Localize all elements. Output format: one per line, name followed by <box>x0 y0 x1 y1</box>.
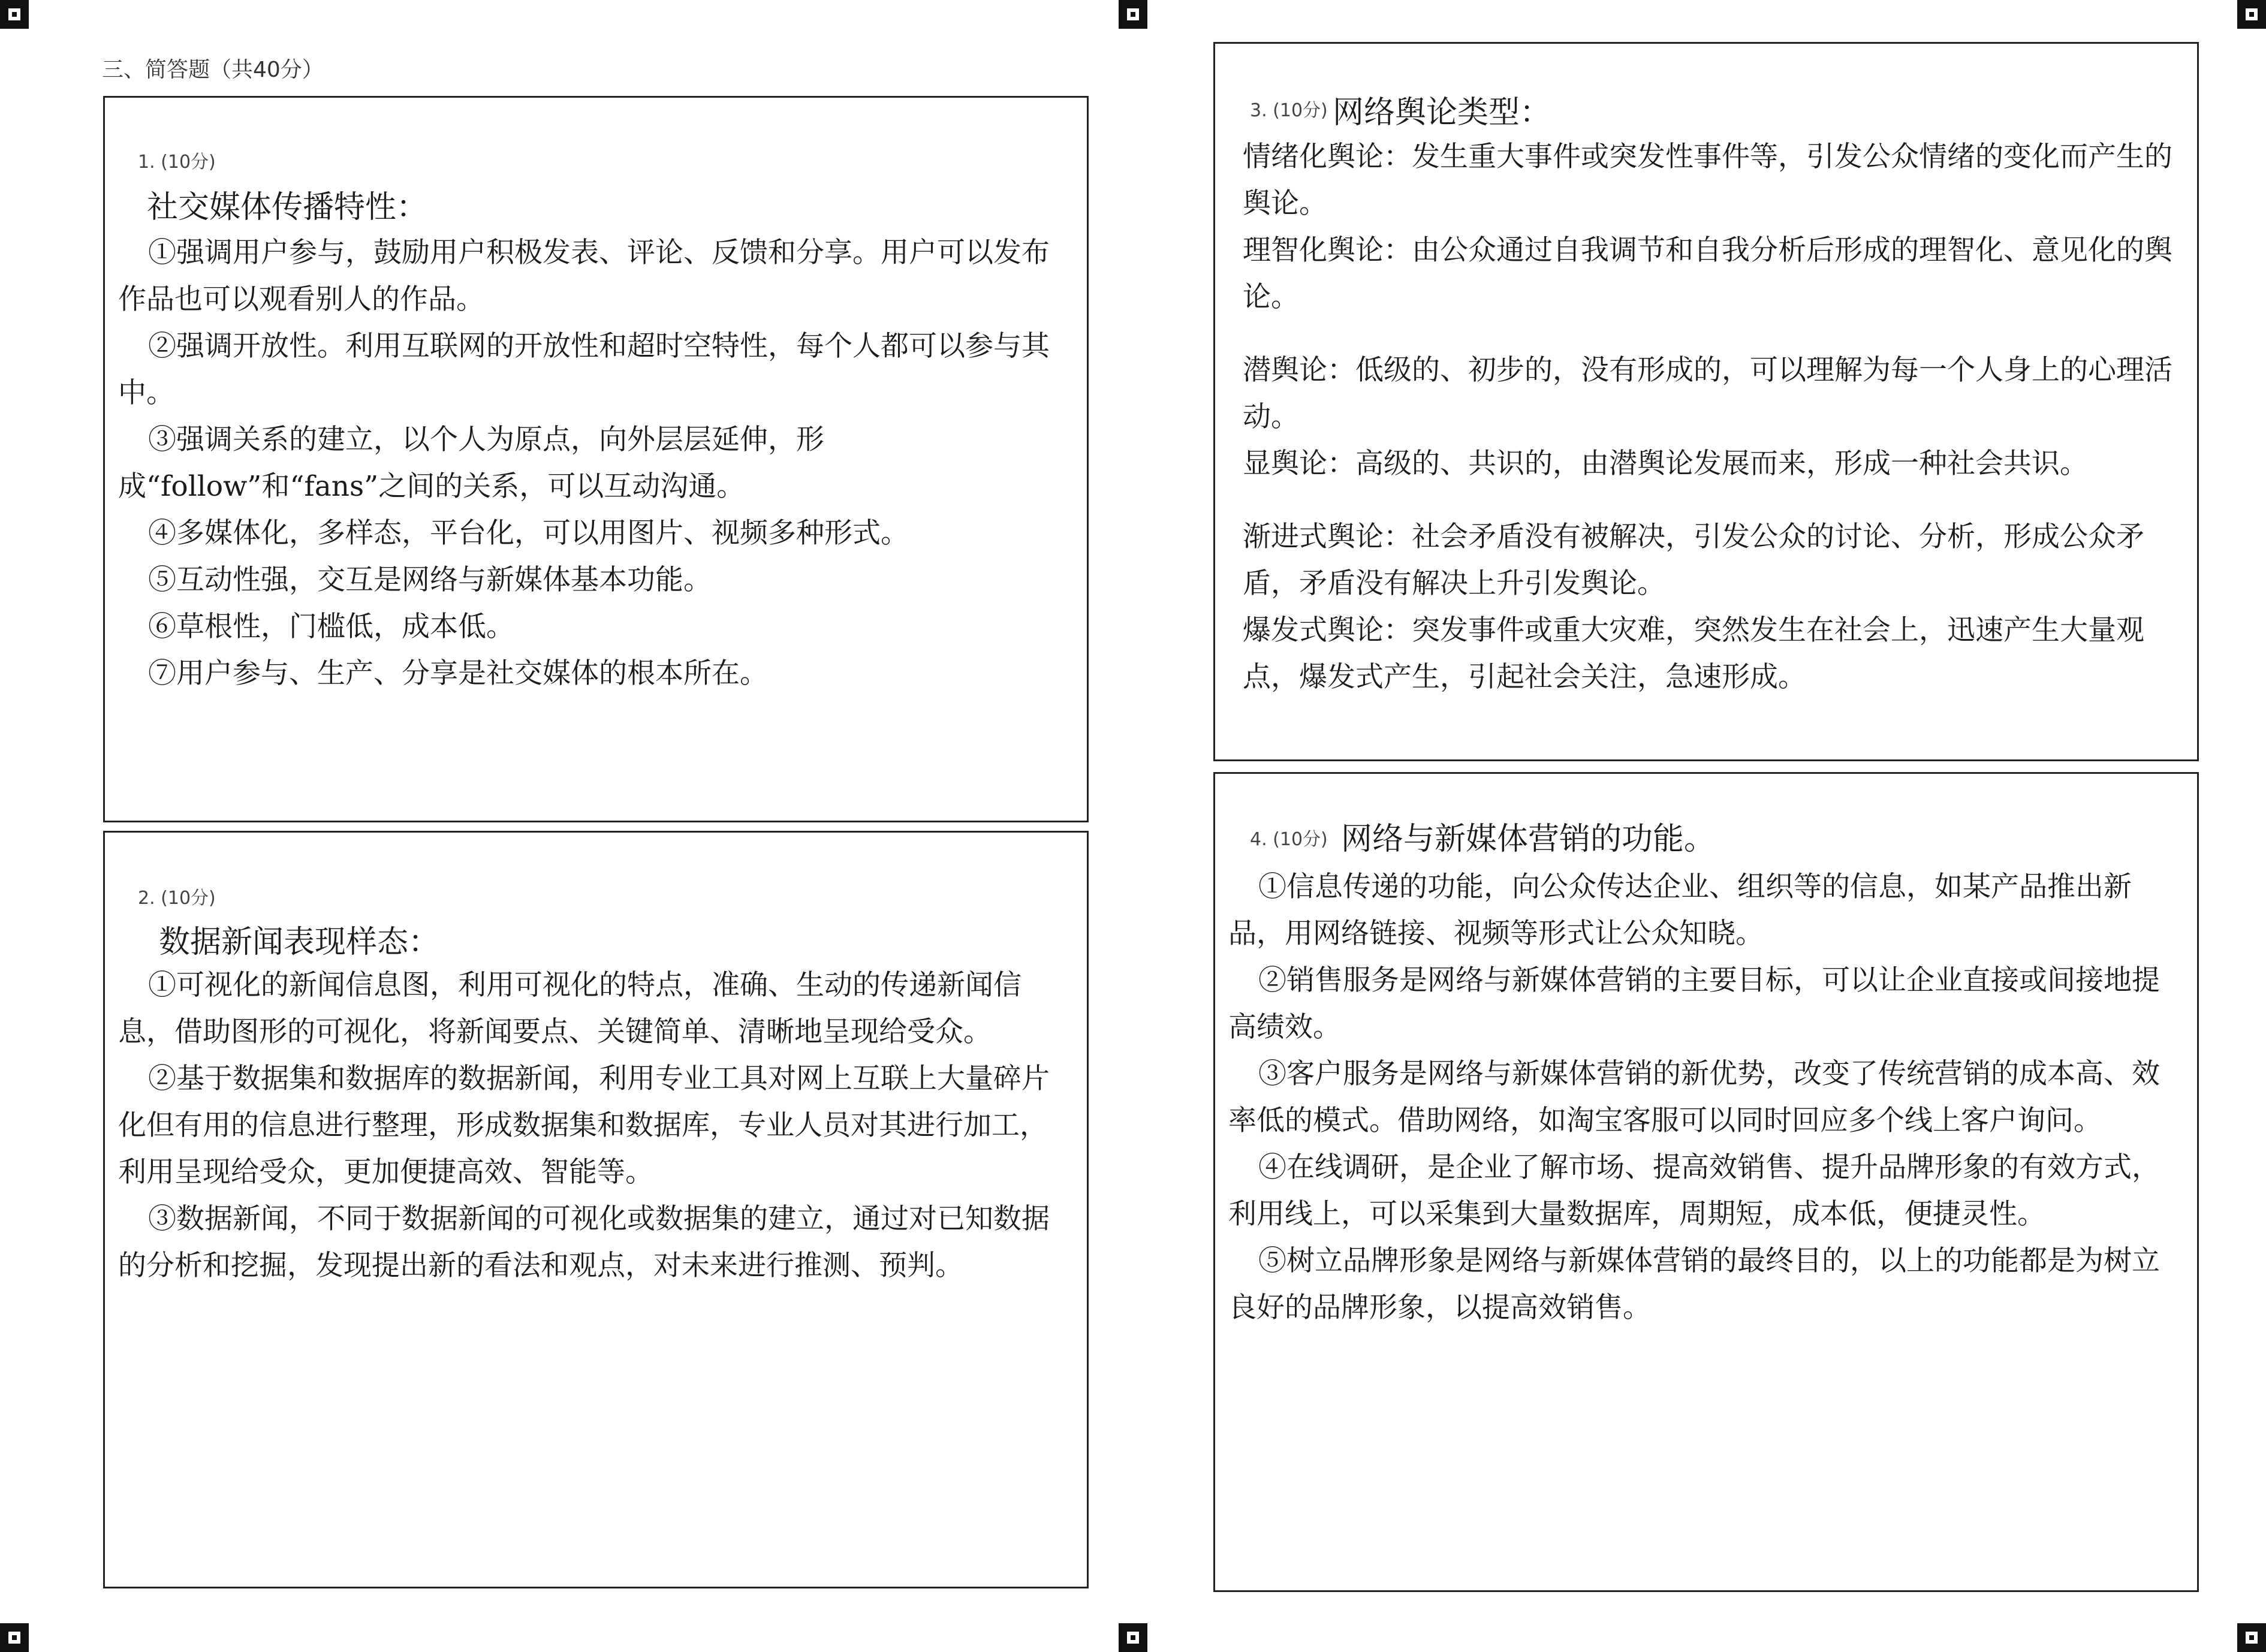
question-label: 1. (10分) <box>138 152 216 173</box>
answer-body <box>118 962 1065 1289</box>
answer-line: ③强调关系的建立，以个人为原点，向外层层延伸，形成“follow”和“fans”之间的关系，可以互动沟通。 <box>118 423 824 503</box>
answer-line: ③客户服务是网络与新媒体营销的新优势，改变了传统营销的成本高、效率低的模式。借助网络，如淘宝客服可以同时回应多个线上客户询问。 <box>1228 1057 2160 1137</box>
answer-line: ①强调用户参与，鼓励用户积极发表、评论、反馈和分享。用户可以发布作品也可以观看别人的作品。 <box>118 236 1050 316</box>
answer-heading: 社交媒体传播特性： <box>147 189 428 225</box>
answer-line: 显舆论：高级的、共识的，由潜舆论发展而来，形成一种社会共识。 <box>1243 447 2088 480</box>
answer-box-q4 <box>1213 772 2199 1592</box>
registration-marker-bottom-right <box>2237 1623 2266 1652</box>
answer-line: ①信息传递的功能，向公众传达企业、组织等的信息，如某产品推出新品，用网络链接、视频等形式让公众知晓。 <box>1228 870 2132 950</box>
registration-marker-bottom-left <box>0 1623 29 1652</box>
answer-line: ②基于数据集和数据库的数据新闻，利用专业工具对网上互联上大量碎片化但有用的信息进行整理，形成数据集和数据库，专业人员对其进行加工，利用呈现给受众，更加便捷高效、智能等。 <box>118 1062 1050 1189</box>
section-title: 三、简答题（共40分） <box>102 58 324 82</box>
answer-heading: 数据新闻表现样态： <box>159 924 440 960</box>
answer-body <box>1243 134 2178 701</box>
question-label: 4. (10分) <box>1250 829 1328 850</box>
question-label: 3. (10分) <box>1250 100 1328 121</box>
registration-marker-bottom-center <box>1119 1623 1147 1652</box>
answer-line: ⑤互动性强，交互是网络与新媒体基本功能。 <box>148 563 712 596</box>
answer-line: ③数据新闻，不同于数据新闻的可视化或数据集的建立，通过对已知数据的分析和挖掘，发现提出新的看法和观点，对未来进行推测、预判。 <box>118 1202 1050 1282</box>
answer-line: 爆发式舆论：突发事件或重大灾难，突然发生在社会上，迅速产生大量观点，爆发式产生，引起社会关注，急速形成。 <box>1243 614 2144 694</box>
registration-marker-top-right <box>2237 0 2266 29</box>
answer-line: ②销售服务是网络与新媒体营销的主要目标，可以让企业直接或间接地提高绩效。 <box>1228 964 2160 1044</box>
answer-line: ④多媒体化，多样态，平台化，可以用图片、视频多种形式。 <box>148 517 909 550</box>
answer-line: 渐进式舆论：社会矛盾没有被解决，引发公众的讨论、分析，形成公众矛盾，矛盾没有解决上升引发舆论。 <box>1243 520 2144 600</box>
answer-line: 情绪化舆论：发生重大事件或突发性事件等，引发公众情绪的变化而产生的舆论。 <box>1243 140 2172 220</box>
answer-line: ①可视化的新闻信息图，利用可视化的特点，准确、生动的传递新闻信息，借助图形的可视化，将新闻要点、关键简单、清晰地呈现给受众。 <box>118 969 1021 1048</box>
answer-box-q2 <box>103 831 1089 1588</box>
registration-marker-top-center <box>1119 0 1147 29</box>
answer-line: ⑦用户参与、生产、分享是社交媒体的根本所在。 <box>148 657 768 690</box>
answer-body <box>1228 864 2181 1331</box>
answer-body <box>118 230 1065 697</box>
question-label: 2. (10分) <box>138 888 216 909</box>
answer-line: ④在线调研，是企业了解市场、提高效销售、提升品牌形象的有效方式，利用线上，可以采集到大量数据库，周期短，成本低，便捷灵性。 <box>1228 1151 2160 1231</box>
answer-line: ②强调开放性。利用互联网的开放性和超时空特性，每个人都可以参与其中。 <box>118 330 1050 409</box>
answer-heading: 网络舆论类型： <box>1333 95 1551 131</box>
answer-line: 潜舆论：低级的、初步的，没有形成的，可以理解为每一个人身上的心理活动。 <box>1243 354 2172 433</box>
answer-box-q1 <box>103 96 1089 822</box>
answer-line: ⑤树立品牌形象是网络与新媒体营销的最终目的，以上的功能都是为树立良好的品牌形象，以提高效销售。 <box>1228 1244 2160 1324</box>
answer-heading: 网络与新媒体营销的功能。 <box>1341 821 1716 857</box>
registration-marker-top-left <box>0 0 29 29</box>
answer-line: 理智化舆论：由公众通过自我调节和自我分析后形成的理智化、意见化的舆论。 <box>1243 234 2172 313</box>
answer-line: ⑥草根性，门槛低，成本低。 <box>148 610 514 643</box>
answer-box-q3 <box>1213 42 2199 761</box>
